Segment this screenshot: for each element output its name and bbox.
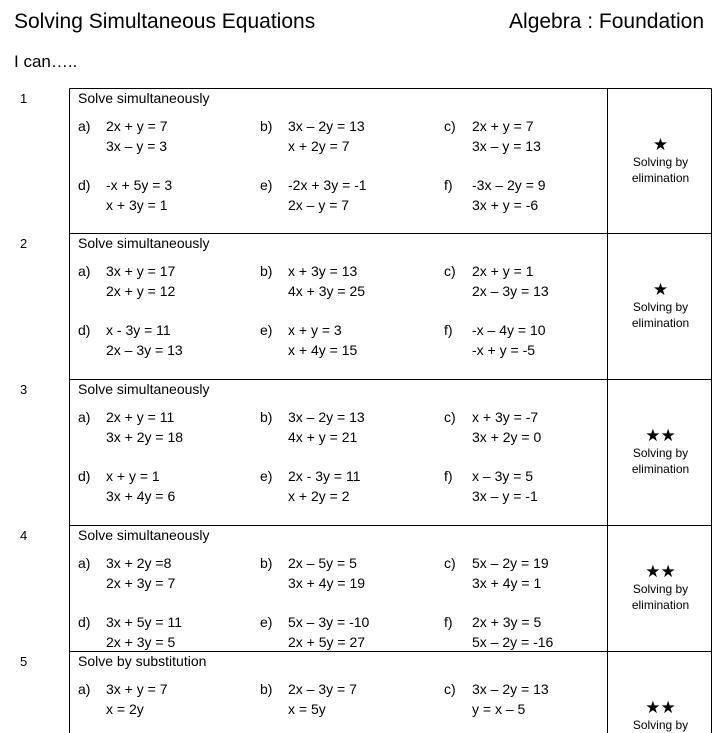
equation-2: 2x – y = 7	[288, 197, 350, 213]
part-label: e)	[260, 177, 273, 193]
part-label: f)	[444, 177, 453, 193]
equation-1: x + 3y = -7	[472, 409, 539, 425]
equation-1: 2x – 3y = 7	[288, 681, 357, 697]
equation-2: x = 5y	[288, 701, 326, 717]
equation-2: 3x + y = -6	[472, 197, 539, 213]
equation-2: 3x + 4y = 19	[288, 575, 366, 591]
part-label: b)	[260, 263, 273, 279]
equation-2: 4x + y = 21	[288, 429, 358, 445]
equation-1: -x + 5y = 3	[106, 177, 173, 193]
part-label: d)	[78, 322, 91, 338]
difficulty-stars-icon: ★	[652, 135, 669, 154]
part-label: e)	[260, 322, 273, 338]
difficulty-stars-icon: ★★	[645, 426, 676, 445]
difficulty-stars-icon: ★	[652, 280, 669, 299]
skill-label-line1: Solving by	[632, 155, 689, 169]
part-label: f)	[444, 322, 453, 338]
part-label: a)	[78, 263, 91, 279]
question-number: 4	[20, 528, 28, 543]
question-number: 1	[20, 91, 28, 106]
part-label: f)	[444, 468, 453, 484]
difficulty-skill-cell	[608, 281, 713, 331]
equation-1: 3x – 2y = 13	[288, 118, 365, 134]
equation-1: 2x + 3y = 5	[472, 614, 542, 630]
equation-2: 2x – 3y = 13	[472, 283, 549, 299]
difficulty-skill-cell	[608, 563, 713, 613]
equation-1: 3x + 5y = 11	[106, 614, 183, 630]
equation-1: 2x + y = 11	[106, 409, 175, 425]
equation-2: 3x – y = 13	[472, 138, 541, 154]
equation-1: -x – 4y = 10	[472, 322, 546, 338]
page-title: Solving Simultaneous Equations	[14, 10, 316, 33]
subject-label: Algebra : Foundation	[509, 10, 704, 33]
difficulty-skill-cell	[608, 699, 713, 733]
part-label: d)	[78, 177, 91, 193]
part-label: d)	[78, 468, 91, 484]
skill-label-line2: elimination	[631, 462, 690, 476]
equation-2: 4x + 3y = 25	[288, 283, 366, 299]
skill-label-line2: elimination	[631, 171, 690, 185]
equation-2: 3x + 4y = 1	[472, 575, 542, 591]
equation-2: 3x – y = 3	[106, 138, 168, 154]
equation-1: x + 3y = 13	[288, 263, 358, 279]
question-instruction: Solve simultaneously	[78, 235, 210, 251]
part-label: c)	[444, 681, 456, 697]
part-label: a)	[78, 409, 91, 425]
question-number: 5	[20, 654, 28, 669]
part-label: b)	[260, 555, 273, 571]
equation-1: 5x – 3y = -10	[288, 614, 370, 630]
part-label: b)	[260, 118, 273, 134]
skill-label-line2: elimination	[631, 598, 690, 612]
i-can-label: I can…..	[14, 52, 78, 71]
difficulty-skill-cell	[608, 136, 713, 186]
equation-1: 2x - 3y = 11	[288, 468, 361, 484]
question-number: 2	[20, 236, 28, 251]
question-instruction: Solve simultaneously	[78, 90, 210, 106]
equation-1: x - 3y = 11	[106, 322, 171, 338]
equation-2: x + 3y = 1	[106, 197, 168, 213]
skill-label-line2: elimination	[631, 316, 690, 330]
equation-2: 3x + 2y = 18	[106, 429, 184, 445]
equation-1: 3x + 2y =8	[106, 555, 172, 571]
skill-label-line1: Solving by	[632, 300, 689, 314]
part-label: b)	[260, 409, 273, 425]
equation-1: 3x – 2y = 13	[288, 409, 365, 425]
equation-2: 2x + 5y = 27	[288, 634, 366, 650]
equation-2: 3x – y = -1	[472, 488, 538, 504]
equation-2: 2x + y = 12	[106, 283, 176, 299]
skill-label-line1: Solving by	[632, 718, 689, 732]
equation-1: 3x + y = 7	[106, 681, 168, 697]
equation-2: x + 2y = 7	[288, 138, 350, 154]
part-label: a)	[78, 681, 91, 697]
equation-1: -2x + 3y = -1	[288, 177, 367, 193]
equation-2: x = 2y	[106, 701, 144, 717]
equation-1: 2x + y = 7	[472, 118, 534, 134]
part-label: f)	[444, 614, 453, 630]
part-label: c)	[444, 409, 456, 425]
equation-2: 2x – 3y = 13	[106, 342, 183, 358]
question-instruction: Solve by substitution	[78, 653, 207, 669]
part-label: b)	[260, 681, 273, 697]
equation-1: x + y = 1	[106, 468, 160, 484]
equation-2: y = x – 5	[472, 701, 526, 717]
difficulty-skill-cell	[608, 427, 713, 477]
equation-1: 2x + y = 1	[472, 263, 534, 279]
equation-2: 2x + 3y = 5	[106, 634, 176, 650]
equation-2: x + 4y = 15	[288, 342, 358, 358]
equation-2: x + 2y = 2	[288, 488, 350, 504]
question-instruction: Solve simultaneously	[78, 527, 210, 543]
equation-1: 5x – 2y = 19	[472, 555, 549, 571]
equation-1: 3x – 2y = 13	[472, 681, 549, 697]
equation-1: 3x + y = 17	[106, 263, 176, 279]
difficulty-stars-icon: ★★	[645, 562, 676, 581]
equation-2: -x + y = -5	[472, 342, 536, 358]
part-label: e)	[260, 614, 273, 630]
question-instruction: Solve simultaneously	[78, 381, 210, 397]
equation-2: 3x + 2y = 0	[472, 429, 542, 445]
equation-2: 5x – 2y = -16	[472, 634, 554, 650]
equation-1: x – 3y = 5	[472, 468, 534, 484]
part-label: e)	[260, 468, 273, 484]
part-label: a)	[78, 555, 91, 571]
part-label: d)	[78, 614, 91, 630]
part-label: c)	[444, 555, 456, 571]
skill-label-line1: Solving by	[632, 582, 689, 596]
part-label: c)	[444, 118, 456, 134]
question-number: 3	[20, 382, 28, 397]
skill-label-line1: Solving by	[632, 446, 689, 460]
part-label: a)	[78, 118, 91, 134]
equation-1: x + y = 3	[288, 322, 342, 338]
part-label: c)	[444, 263, 456, 279]
difficulty-stars-icon: ★★	[645, 698, 676, 717]
equation-2: 2x + 3y = 7	[106, 575, 176, 591]
equation-1: 2x + y = 7	[106, 118, 168, 134]
equation-1: -3x – 2y = 9	[472, 177, 546, 193]
equation-1: 2x – 5y = 5	[288, 555, 357, 571]
equation-2: 3x + 4y = 6	[106, 488, 176, 504]
